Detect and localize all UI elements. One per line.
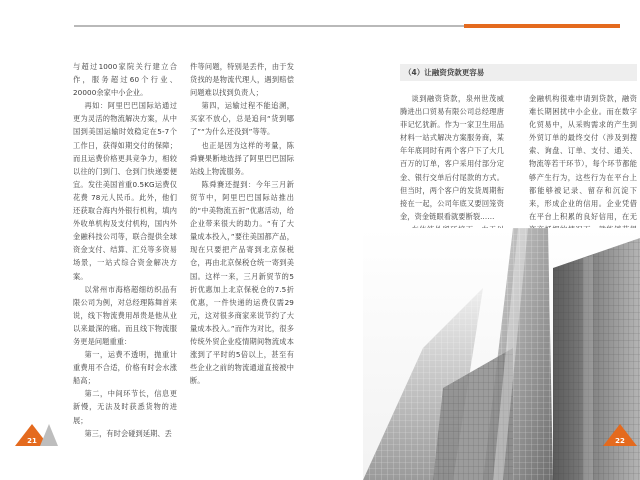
left-page-column-2 xyxy=(190,60,294,387)
paragraph: 第四，运输过程不能追溯，买家不放心，总是追问“货到哪了”“为什么还没到”等等。 xyxy=(190,101,294,137)
top-rule xyxy=(74,25,320,27)
paragraph: 也正是因为这样的考量，陈舜賽果断地选择了阿里巴巴国际站线上物流服务。 xyxy=(190,140,294,176)
paragraph: 再如：阿里巴巴国际站通过更为灵活的物流解决方案，从中国到美国运输时效稳定在5-7个工作日，获得如期交付的保障；而且运费价格更具竞争力，相较以往的门到门、仓到门快递要便宜。发往美国首重0.5KG运费仅花费 78元人民币。此外，他们还获取合海内外银行机构，填内外收单机构及支付机构，国内外金融科技公司等，联合提供全球资金支付、结算、汇兑等多资易场景，一站式综合资金解决方案。 xyxy=(73,101,177,281)
paragraph: 金融机构很难申请到贷款，融资难长期困扰中小企业。而在数字化贸易中，从采购需求的产生到外贸订单的最终交付（涉及到搜索、询盘、订单、支付、通关、物流等若干环节），每个环节都能够产生行为，这些行为在平台上都能够被记录、留存和沉淀下来，形成企业的信用。企业凭借在平台上积累的良好信用，在无 xyxy=(529,94,637,221)
right-page xyxy=(320,0,640,480)
paragraph: 以常州市海格超细纺织品有限公司为例，对总经理陈舞首来说，线下物流费用昂贵是他从业以来最深的痛。而且线下物流服务更是问题重重： xyxy=(73,284,177,346)
section-heading: （4）让融资贷款更容易 xyxy=(404,68,485,77)
paragraph: 第三，有时会碰到延期、丢 xyxy=(84,428,172,438)
left-page-column-1 xyxy=(73,60,177,440)
paragraph: 第二，中间环节长，信息更新慢，无法及时获悉货物的进展； xyxy=(73,389,177,425)
top-accent-rule xyxy=(464,24,620,28)
paragraph: 件等问题，特别是丢件，由于发货找的是物流代理人，遇到赔偿问题难以找到负责人； xyxy=(190,62,294,98)
page-number: 22 xyxy=(615,437,625,445)
paragraph: 陈舜賽还提到：今年三月新贸节中，阿里巴巴国际站推出的“中美物流五折”优惠活动，给企业带来很大的助力。“有了大量成本投入，”要往美国都产品，现在只要把产品寄到北京保税仓，再由北京保税仓统一寄到美国。这样一来，三月新贸节的5折优惠加上北京保税仓的7.5折优惠，一件快递的运费仅需29元，这对很多商家来说节约了大量成本投入。”而作为对比，很多传统外贸企业疫情期间物流成本涨到了平时的5倍以上，甚至有些企业之前的物流通道直接被中断。 xyxy=(190,179,294,386)
skyscraper-photo xyxy=(363,228,640,480)
top-rule xyxy=(320,25,464,27)
paragraph: 谈到融资贷款，泉州世茂威腾进出口贸易有限公司总经理唐菲记忆犹新。作为一家卫生用品材料一站式解决方案服务商，某年年底同时有两个客户下了大几百万的订单，客户采用付部分定金、银行交单后付尾款的方式。但当时，两个客户的发货周期衔接在一起，公司年底又要回笼资金，资金链眼看就要断裂...... xyxy=(400,94,504,221)
paragraph: 与超过1000家院关行建立合作，服务超过60个行业、20000余家中小企业。 xyxy=(73,62,177,98)
page-number: 21 xyxy=(27,437,37,445)
paragraph: 第一，运费不透明，抛重计重费用不合适，价格有时会水涨船高； xyxy=(73,350,177,386)
